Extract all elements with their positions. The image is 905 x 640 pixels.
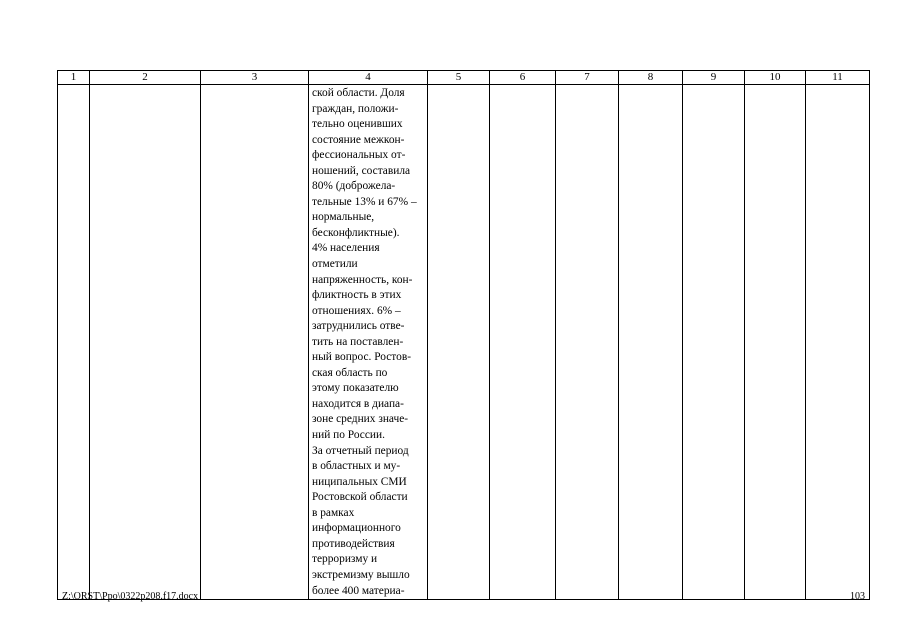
cell-text-line: Ростовской области <box>312 491 408 504</box>
cell-text-line: ская область по <box>312 366 388 379</box>
cell-text-line: фессиональных от- <box>312 149 406 162</box>
cell-text-line: противодействия <box>312 537 395 550</box>
cell-text-line: тельные 13% и 67% – <box>312 195 417 208</box>
cell-text-line: ношений, составила <box>312 164 411 177</box>
column-header-5: 5 <box>428 71 490 85</box>
cell-text-line: ный вопрос. Ростов- <box>312 351 411 364</box>
cell-text-line: За отчетный период <box>312 444 409 457</box>
cell-text-line: зоне средних значе- <box>312 413 409 426</box>
cell-text-line: граждан, положи- <box>312 102 399 115</box>
cell-col-4 <box>309 85 428 600</box>
column-4-text <box>309 85 427 599</box>
cell-text-line: бесконфликтные). <box>312 226 400 239</box>
cell-text-line: тить на поставлен- <box>312 335 404 348</box>
cell-text-line: этому показателю <box>312 382 399 395</box>
cell-col-11 <box>806 85 870 600</box>
cell-text-line: 80% (доброжела- <box>312 180 396 193</box>
column-header-10: 10 <box>745 71 806 85</box>
cell-col-2 <box>90 85 201 600</box>
column-header-9: 9 <box>683 71 745 85</box>
cell-text-line: отношениях. 6% – <box>312 304 401 317</box>
cell-text-line: в рамках <box>312 506 355 519</box>
column-header-8: 8 <box>619 71 683 85</box>
cell-text-line: терроризму и <box>312 553 378 566</box>
cell-col-5 <box>428 85 490 600</box>
cell-text-line: в областных и му- <box>312 460 401 473</box>
footer-file-path: Z:\ORST\Ppo\0322p208.f17.docx <box>62 591 199 602</box>
cell-text-line: экстремизму вышло <box>312 568 410 581</box>
cell-col-8 <box>619 85 683 600</box>
cell-text-line: состояние межкон- <box>312 133 405 146</box>
cell-text-line: информационного <box>312 522 401 535</box>
cell-text-line: затруднились отве- <box>312 320 405 333</box>
column-header-3: 3 <box>201 71 309 85</box>
column-header-2: 2 <box>90 71 201 85</box>
cell-text-line: напряженность, кон- <box>312 273 413 286</box>
cell-text-line: ниципальных СМИ <box>312 475 407 488</box>
column-header-11: 11 <box>806 71 870 85</box>
cell-text-line: 4% населения <box>312 242 380 255</box>
cell-col-3 <box>201 85 309 600</box>
header-row <box>58 71 870 85</box>
cell-col-1 <box>58 85 90 600</box>
footer-page-number: 103 <box>850 591 865 602</box>
cell-text-line: ний по России. <box>312 429 385 442</box>
cell-col-7 <box>556 85 619 600</box>
cell-text-line: отметили <box>312 258 358 271</box>
cell-text-line: более 400 материа- <box>312 584 405 597</box>
column-header-6: 6 <box>490 71 556 85</box>
cell-text-line: ской области. Доля <box>312 87 405 99</box>
cell-text-line: находится в диапа- <box>312 397 404 410</box>
cell-text-line: фликтность в этих <box>312 289 402 302</box>
column-header-7: 7 <box>556 71 619 85</box>
cell-text-line: тельно оценивших <box>312 118 403 131</box>
cell-col-9 <box>683 85 745 600</box>
cell-text-line: нормальные, <box>312 211 375 224</box>
column-header-4: 4 <box>309 71 428 85</box>
cell-col-6 <box>490 85 556 600</box>
data-table <box>57 70 870 600</box>
column-header-1: 1 <box>58 71 90 85</box>
cell-col-10 <box>745 85 806 600</box>
table-row <box>58 85 870 600</box>
